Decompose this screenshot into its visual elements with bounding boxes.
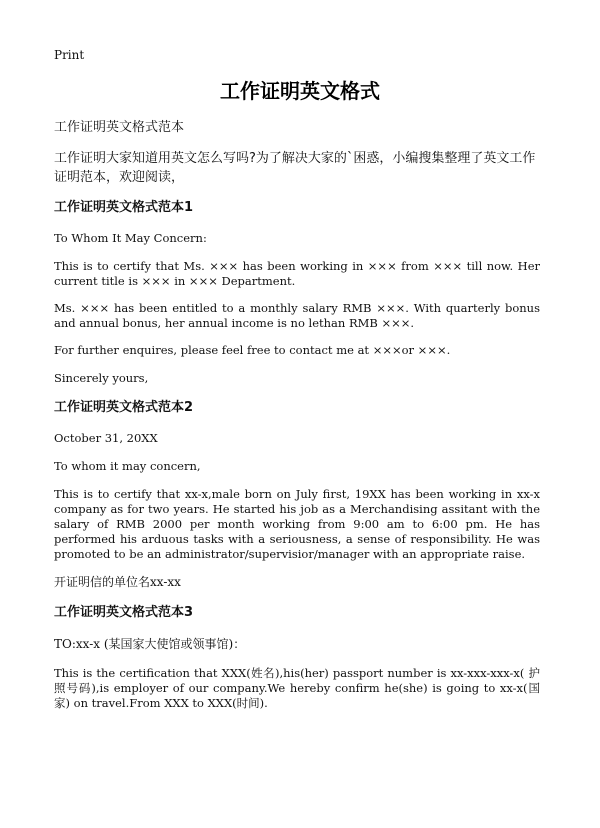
sample2-salutation: To whom it may concern, xyxy=(54,459,201,473)
sample2-heading: 工作证明英文格式范本2 xyxy=(54,400,194,415)
sample2-issuer: 开证明信的单位名xx-xx xyxy=(54,575,181,589)
document-body xyxy=(54,118,540,723)
sample2-paragraph-1: This is to certify that xx-x,male born on July first, 19XX has been working in xx-x company as for two years. He started his job as a Merchandising assitant with the salary of RMB 2000 per month working from 9:00 am to 6:00 pm. He has performed his arduous tasks with a seriousness, a sense of responsibility. He was promoted to be an administrator/supervisior/manager with an appropriate raise. xyxy=(54,487,540,561)
sample2-date: October 31, 20XX xyxy=(54,431,158,445)
sample1-heading: 工作证明英文格式范本1 xyxy=(54,200,194,215)
sample3-heading: 工作证明英文格式范本3 xyxy=(54,605,194,620)
sample1-paragraph-3: For further enquires, please feel free to contact me at ×××or ×××. xyxy=(54,343,451,357)
intro-paragraph: 工作证明大家知道用英文怎么写吗?为了解决大家的`困惑，小编搜集整理了英文工作证明范本，欢迎阅读， xyxy=(54,151,536,185)
sample3-to-line: TO:xx-x (某国家大使馆或领事馆)： xyxy=(54,637,246,651)
page-title: 工作证明英文格式 xyxy=(220,79,380,103)
sample1-paragraph-1: This is to certify that Ms. ××× has been working in ××× from ××× till now. Her current title is ××× in ××× Department. xyxy=(54,259,540,288)
sample1-paragraph-2: Ms. ××× has been entitled to a monthly salary RMB ×××. With quarterly bonus and annual bonus, her annual income is no lethan RMB ×××. xyxy=(54,301,540,330)
print-link[interactable]: Print xyxy=(54,48,85,62)
sample3-paragraph-1: This is the certification that XXX(姓名),his(her) passport number is xx-xxx-xxx-x( 护照号码),is employer of our company.We hereby confirm he(she) is going to xx-x(国家) on travel.From XXX to XXX(时间). xyxy=(54,666,540,710)
sample1-salutation: To Whom It May Concern: xyxy=(54,231,207,245)
sample1-closing: Sincerely yours, xyxy=(54,371,149,385)
document-subtitle: 工作证明英文格式范本 xyxy=(54,120,185,135)
